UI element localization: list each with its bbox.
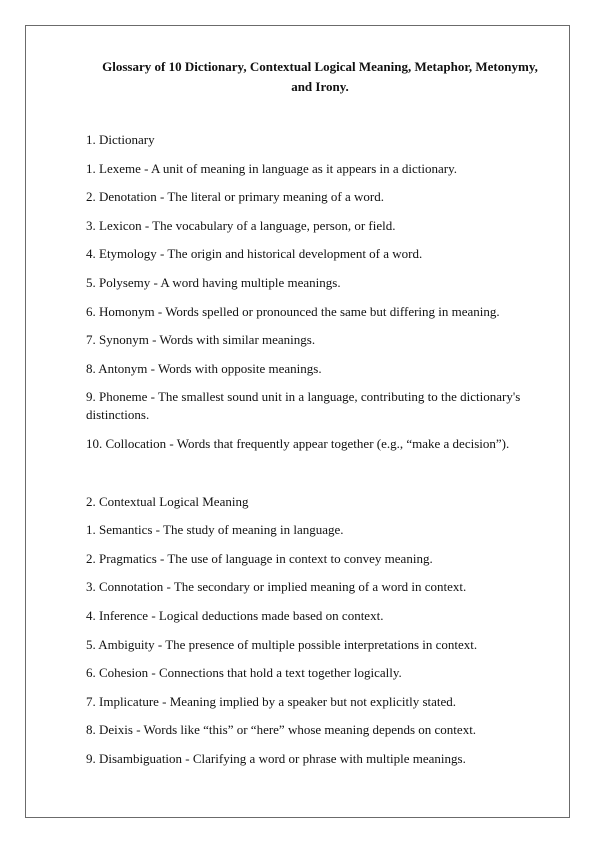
section-contextual-logical-meaning xyxy=(86,493,556,768)
glossary-entry: 7. Synonym - Words with similar meanings. xyxy=(86,332,316,348)
glossary-entry: 5. Polysemy - A word having multiple meanings. xyxy=(86,274,341,290)
section-heading: 1. Dictionary xyxy=(86,132,155,147)
glossary-entry: 3. Connotation - The secondary or implied meaning of a word in context. xyxy=(86,579,467,595)
glossary-entry: 3. Lexicon - The vocabulary of a language, person, or field. xyxy=(86,217,396,233)
glossary-entry: 10. Collocation - Words that frequently appear together (e.g., “make a decision”). xyxy=(86,435,510,451)
glossary-entry: 4. Etymology - The origin and historical development of a word. xyxy=(86,246,423,262)
glossary-entry: 2. Pragmatics - The use of language in context to convey meaning. xyxy=(86,550,433,566)
document-title: Glossary of 10 Dictionary, Contextual Logical Meaning, Metaphor, Metonymy, and Irony. xyxy=(102,59,538,94)
section-spacer xyxy=(86,464,556,493)
glossary-entry: 9. Phoneme - The smallest sound unit in a language, contributing to the dictionary's distinctions. xyxy=(86,389,521,423)
glossary-entry: 5. Ambiguity - The presence of multiple possible interpretations in context. xyxy=(86,636,478,652)
glossary-entry: 6. Cohesion - Connections that hold a text together logically. xyxy=(86,665,402,681)
glossary-entry: 1. Semantics - The study of meaning in language. xyxy=(86,522,344,538)
glossary-entry: 2. Denotation - The literal or primary meaning of a word. xyxy=(86,189,384,205)
glossary-entry: 7. Implicature - Meaning implied by a speaker but not explicitly stated. xyxy=(86,693,457,709)
section-dictionary xyxy=(86,131,556,453)
glossary-entry: 8. Antonym - Words with opposite meanings. xyxy=(86,360,322,376)
glossary-entry: 8. Deixis - Words like “this” or “here” whose meaning depends on context. xyxy=(86,722,477,738)
glossary-entry: 6. Homonym - Words spelled or pronounced the same but differing in meaning. xyxy=(86,303,500,319)
glossary-entry: 1. Lexeme - A unit of meaning in language as it appears in a dictionary. xyxy=(86,160,457,176)
glossary-entry: 9. Disambiguation - Clarifying a word or phrase with multiple meanings. xyxy=(86,750,466,766)
section-heading: 2. Contextual Logical Meaning xyxy=(86,493,249,509)
glossary-entry: 4. Inference - Logical deductions made based on context. xyxy=(86,607,384,623)
glossary-content xyxy=(86,131,556,778)
